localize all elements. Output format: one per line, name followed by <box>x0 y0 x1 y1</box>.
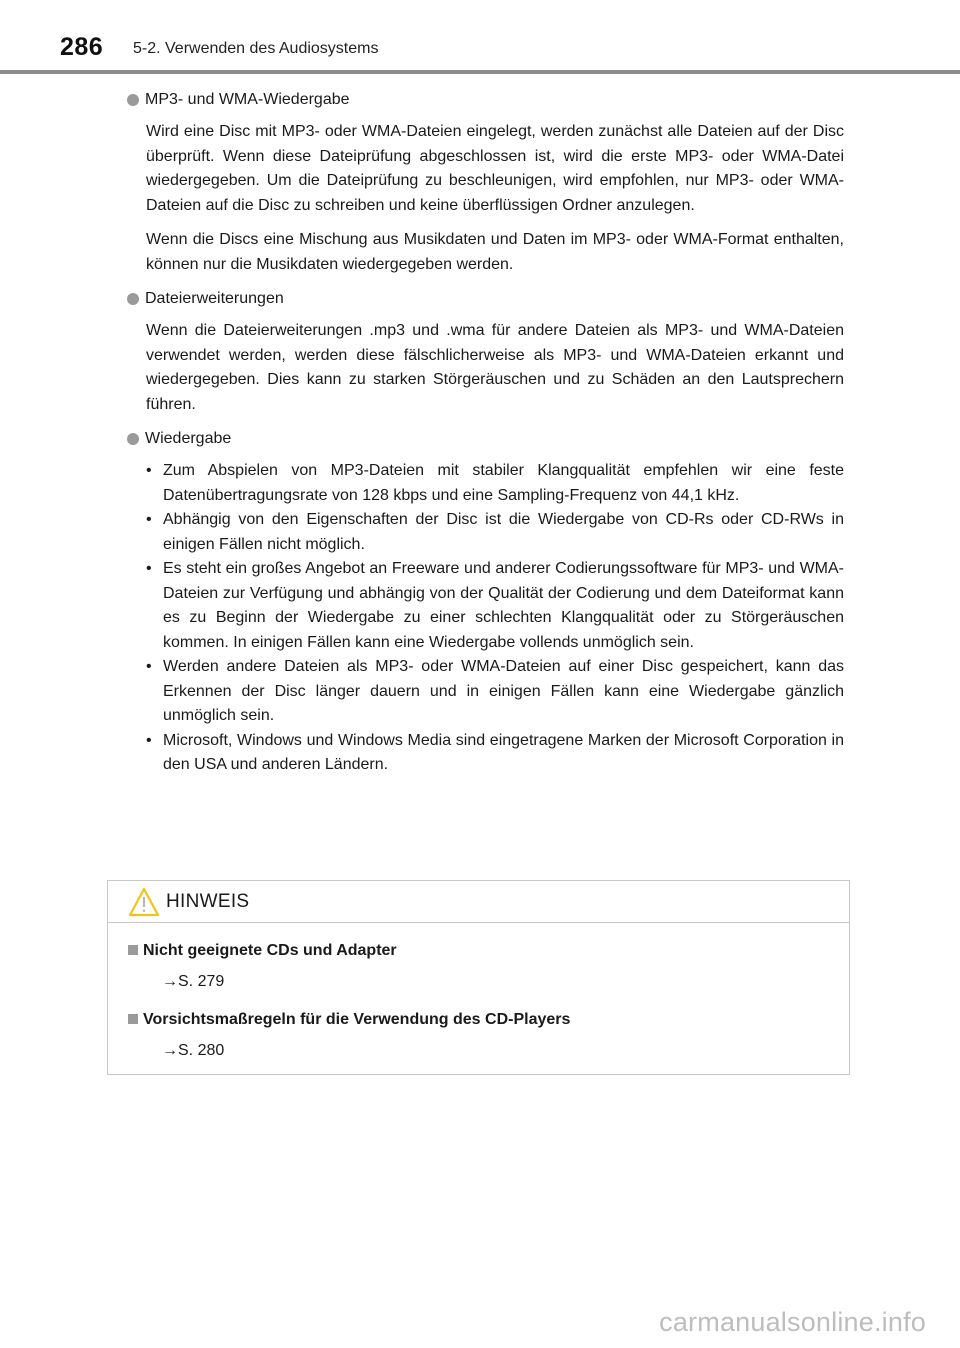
section-title: 5-2. Verwenden des Audiosystems <box>133 40 379 57</box>
square-bullet-icon <box>128 1014 138 1024</box>
bullet-dot-icon <box>127 433 139 445</box>
list-bullet: • <box>146 560 152 577</box>
playback-list <box>127 459 844 778</box>
bullet-dot-icon <box>127 94 139 106</box>
notice-box <box>107 880 850 1075</box>
header-rule <box>0 70 960 74</box>
list-item <box>146 557 844 655</box>
list-item-text: Zum Abspielen von MP3-Dateien mit stabiler Klangqualität empfehlen wir eine feste Datenübertragungsrate von 128 kbps und eine Sampling-Frequenz von 44,1 kHz. <box>163 462 844 504</box>
square-bullet-icon <box>128 945 138 955</box>
paragraph: Wird eine Disc mit MP3- oder WMA-Dateien eingelegt, werden zunächst alle Dateien auf der Disc überprüft. Wenn diese Dateiprüfung abgeschlossen ist, wird die erste MP3- oder WMA-Datei wiedergegeben. Um die Dateiprüfung zu beschleunigen, wird empfohlen, nur MP3- oder WMA-Dateien auf die Disc zu schreiben und keine überflüssigen Ordner anzulegen. <box>146 123 844 214</box>
page-number: 286 <box>60 33 104 61</box>
list-bullet: • <box>146 731 152 749</box>
notice-body <box>108 923 849 1063</box>
paragraph: Wenn die Discs eine Mischung aus Musikdaten und Daten im MP3- oder WMA-Format enthalten, können nur die Musikdaten wiedergegeben werden. <box>146 231 844 273</box>
list-bullet: • <box>146 511 152 528</box>
warning-triangle-icon <box>128 887 160 917</box>
page-reference-link[interactable]: →S. 280 <box>162 1042 225 1059</box>
list-bullet: • <box>146 658 152 675</box>
section-heading-text: MP3- und WMA-Wiedergabe <box>145 91 350 108</box>
notice-item-heading-text: Nicht geeignete CDs und Adapter <box>143 942 397 959</box>
notice-header <box>108 881 849 923</box>
section-heading-playback <box>127 427 844 451</box>
notice-item-heading-text: Vorsichtsmaßregeln für die Verwendung des CD-Players <box>143 1011 571 1028</box>
list-item-text: Es steht ein großes Angebot an Freeware und anderer Codierungssoftware für MP3- und WMA-Dateien zur Verfügung und abhängig von der Qualität der Codierung und dem Dateiformat kann es zu Beginn der Wiedergabe zu einer schlechten Klangqualität oder zu Störgeräuschen kommen. In einigen Fällen kann eine Wiedergabe vollends unmöglich sein. <box>163 560 844 651</box>
section-heading-extensions <box>127 287 844 311</box>
section-heading-mp3-wma <box>127 88 844 112</box>
list-item-text: Microsoft, Windows und Windows Media sind eingetragene Marken der Microsoft Corporation in den USA und anderen Ländern. <box>163 731 844 773</box>
section-heading-text: Wiedergabe <box>145 430 232 447</box>
notice-title: HINWEIS <box>166 891 250 912</box>
notice-item-heading <box>128 1008 849 1032</box>
section-heading-text: Dateierweiterungen <box>145 290 284 307</box>
main-content <box>127 88 844 778</box>
list-item <box>146 508 844 557</box>
list-item <box>146 459 844 508</box>
list-item <box>146 655 844 729</box>
bullet-dot-icon <box>127 293 139 305</box>
list-item-text: Abhängig von den Eigenschaften der Disc ist die Wiedergabe von CD-Rs oder CD-RWs in einigen Fällen nicht möglich. <box>163 511 844 553</box>
list-item <box>146 729 844 778</box>
paragraph: Wenn die Dateierweiterungen .mp3 und .wma für andere Dateien als MP3- und WMA-Dateien verwendet werden, werden diese fälschlicherweise als MP3- und WMA-Dateien erkannt und wiedergegeben. Dies kann zu starken Störgeräuschen und zu Schäden an den Lautsprechern führen. <box>146 322 844 413</box>
list-bullet: • <box>146 462 152 479</box>
page-header <box>0 0 960 76</box>
page-reference-link[interactable]: →S. 279 <box>162 973 225 990</box>
list-item-text: Werden andere Dateien als MP3- oder WMA-Dateien auf einer Disc gespeichert, kann das Erkennen der Disc länger dauern und in einigen Fällen kann eine Wiedergabe gänzlich unmöglich sein. <box>163 658 844 724</box>
watermark: carmanualsonline.info <box>659 1307 926 1337</box>
notice-item-heading <box>128 939 849 963</box>
